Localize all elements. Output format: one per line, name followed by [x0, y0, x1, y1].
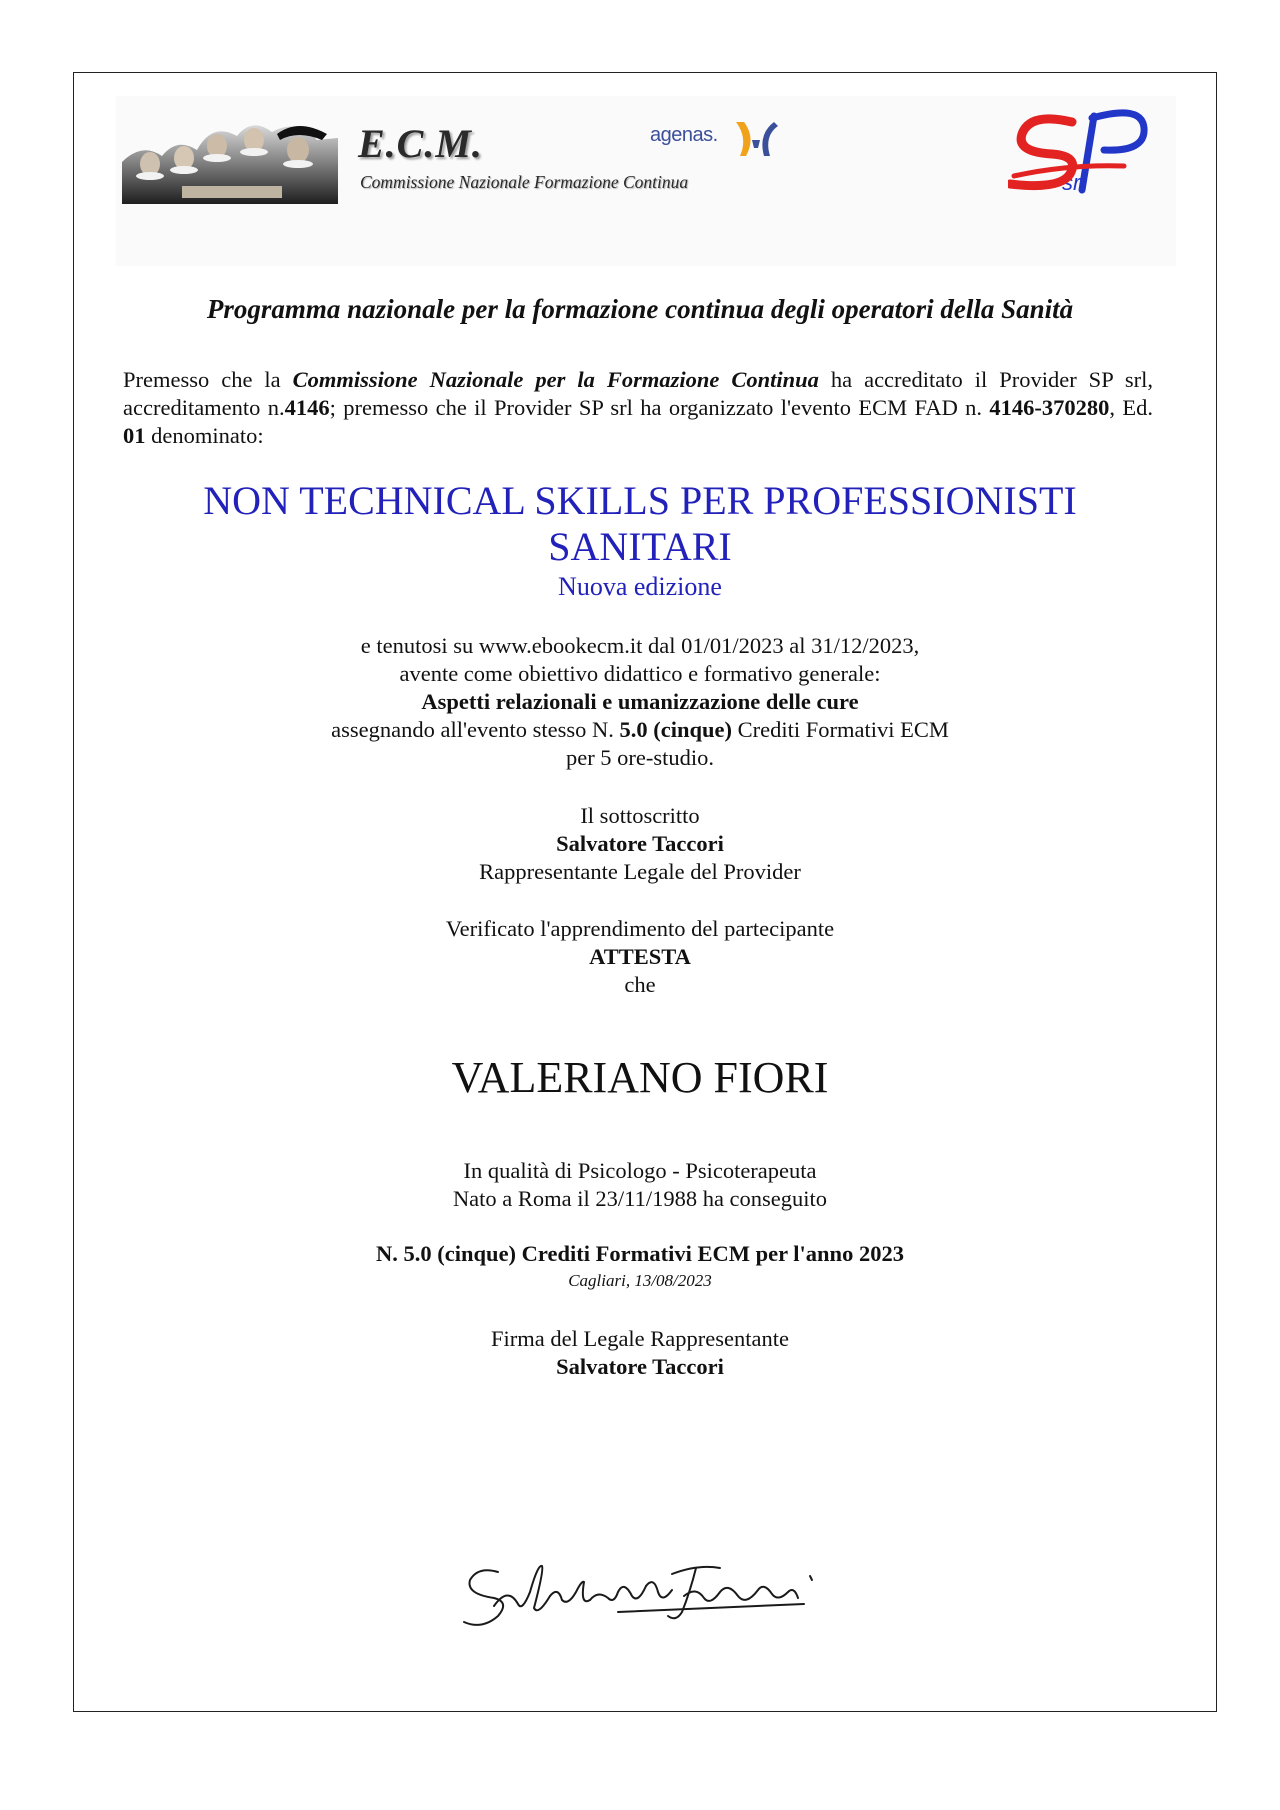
sign-name: Salvatore Taccori [556, 1354, 724, 1379]
intro-text-4: , Ed. [1109, 395, 1154, 420]
intro-text-5: denominato: [145, 423, 264, 448]
sp-logo-suffix: srl [1062, 170, 1086, 195]
signer-name: Salvatore Taccori [556, 831, 724, 856]
event-dates: e tenutosi su www.ebookecm.it dal 01/01/2023 al 31/12/2023, [360, 633, 920, 658]
event-edition: Nuova edizione [558, 572, 722, 601]
attest-che: che [624, 972, 656, 997]
signer-intro: Il sottoscritto [580, 803, 700, 828]
signer-block [116, 802, 1164, 886]
sign-label: Firma del Legale Rappresentante [490, 1326, 789, 1351]
ecm-painting-icon [122, 112, 338, 204]
agenas-logo-icon [734, 118, 778, 158]
participant-birth: Nato a Roma il 23/11/1988 ha conseguito [452, 1186, 828, 1211]
intro-text-1: Premesso che la [123, 367, 293, 392]
participant-name: VALERIANO FIORI [451, 1053, 829, 1102]
commission-name: Commissione Nazionale per la Formazione Continua [292, 367, 819, 392]
intro-text-2: ha accreditato il Provider SP srl, accreditamento n. [123, 367, 1153, 420]
credits-assign-post: Crediti Formativi ECM [732, 717, 949, 742]
credits-assignment [116, 716, 1164, 744]
event-details [116, 632, 1164, 772]
programme-heading: Programma nazionale per la formazione continua degli operatori della Sanità [206, 294, 1074, 324]
credits-value: 5.0 (cinque) [619, 717, 732, 742]
intro-text-3: ; premesso che il Provider SP srl ha organizzato l'evento ECM FAD n. [329, 395, 990, 420]
sp-srl-logo [1008, 104, 1172, 204]
signature-icon [458, 1546, 820, 1636]
footer-signature-label [116, 1325, 1164, 1381]
ecm-title: E.C.M. [358, 121, 483, 166]
event-title-line-2: SANITARI [548, 524, 732, 569]
signer-role: Rappresentante Legale del Provider [479, 859, 801, 884]
ecm-subtitle: Commissione Nazionale Formazione Continua [360, 172, 689, 192]
attest-verified: Verificato l'apprendimento del partecipante [445, 916, 835, 941]
credits-awarded: N. 5.0 (cinque) Crediti Formativi ECM per l'anno 2023 [376, 1241, 904, 1266]
accreditation-number: 4146 [284, 395, 330, 420]
objective-label: avente come obiettivo didattico e formativo generale: [399, 661, 881, 686]
agenas-logo-text: agenas. [650, 124, 718, 146]
credits-assign-pre: assegnando all'evento stesso N. [331, 717, 620, 742]
event-title-line-1: NON TECHNICAL SKILLS PER PROFESSIONISTI [203, 478, 1077, 523]
event-title [116, 478, 1164, 570]
participant-qualification: In qualità di Psicologo - Psicoterapeuta [463, 1158, 817, 1183]
edition-number: 01 [123, 423, 146, 448]
attest-block [116, 915, 1164, 999]
participant-details [116, 1157, 1164, 1213]
intro-paragraph [123, 366, 1153, 450]
attest-word: ATTESTA [589, 944, 691, 969]
objective: Aspetti relazionali e umanizzazione delle cure [421, 689, 859, 714]
place-date: Cagliari, 13/08/2023 [568, 1271, 712, 1290]
event-code: 4146-370280 [989, 395, 1110, 420]
study-hours: per 5 ore-studio. [565, 745, 715, 770]
